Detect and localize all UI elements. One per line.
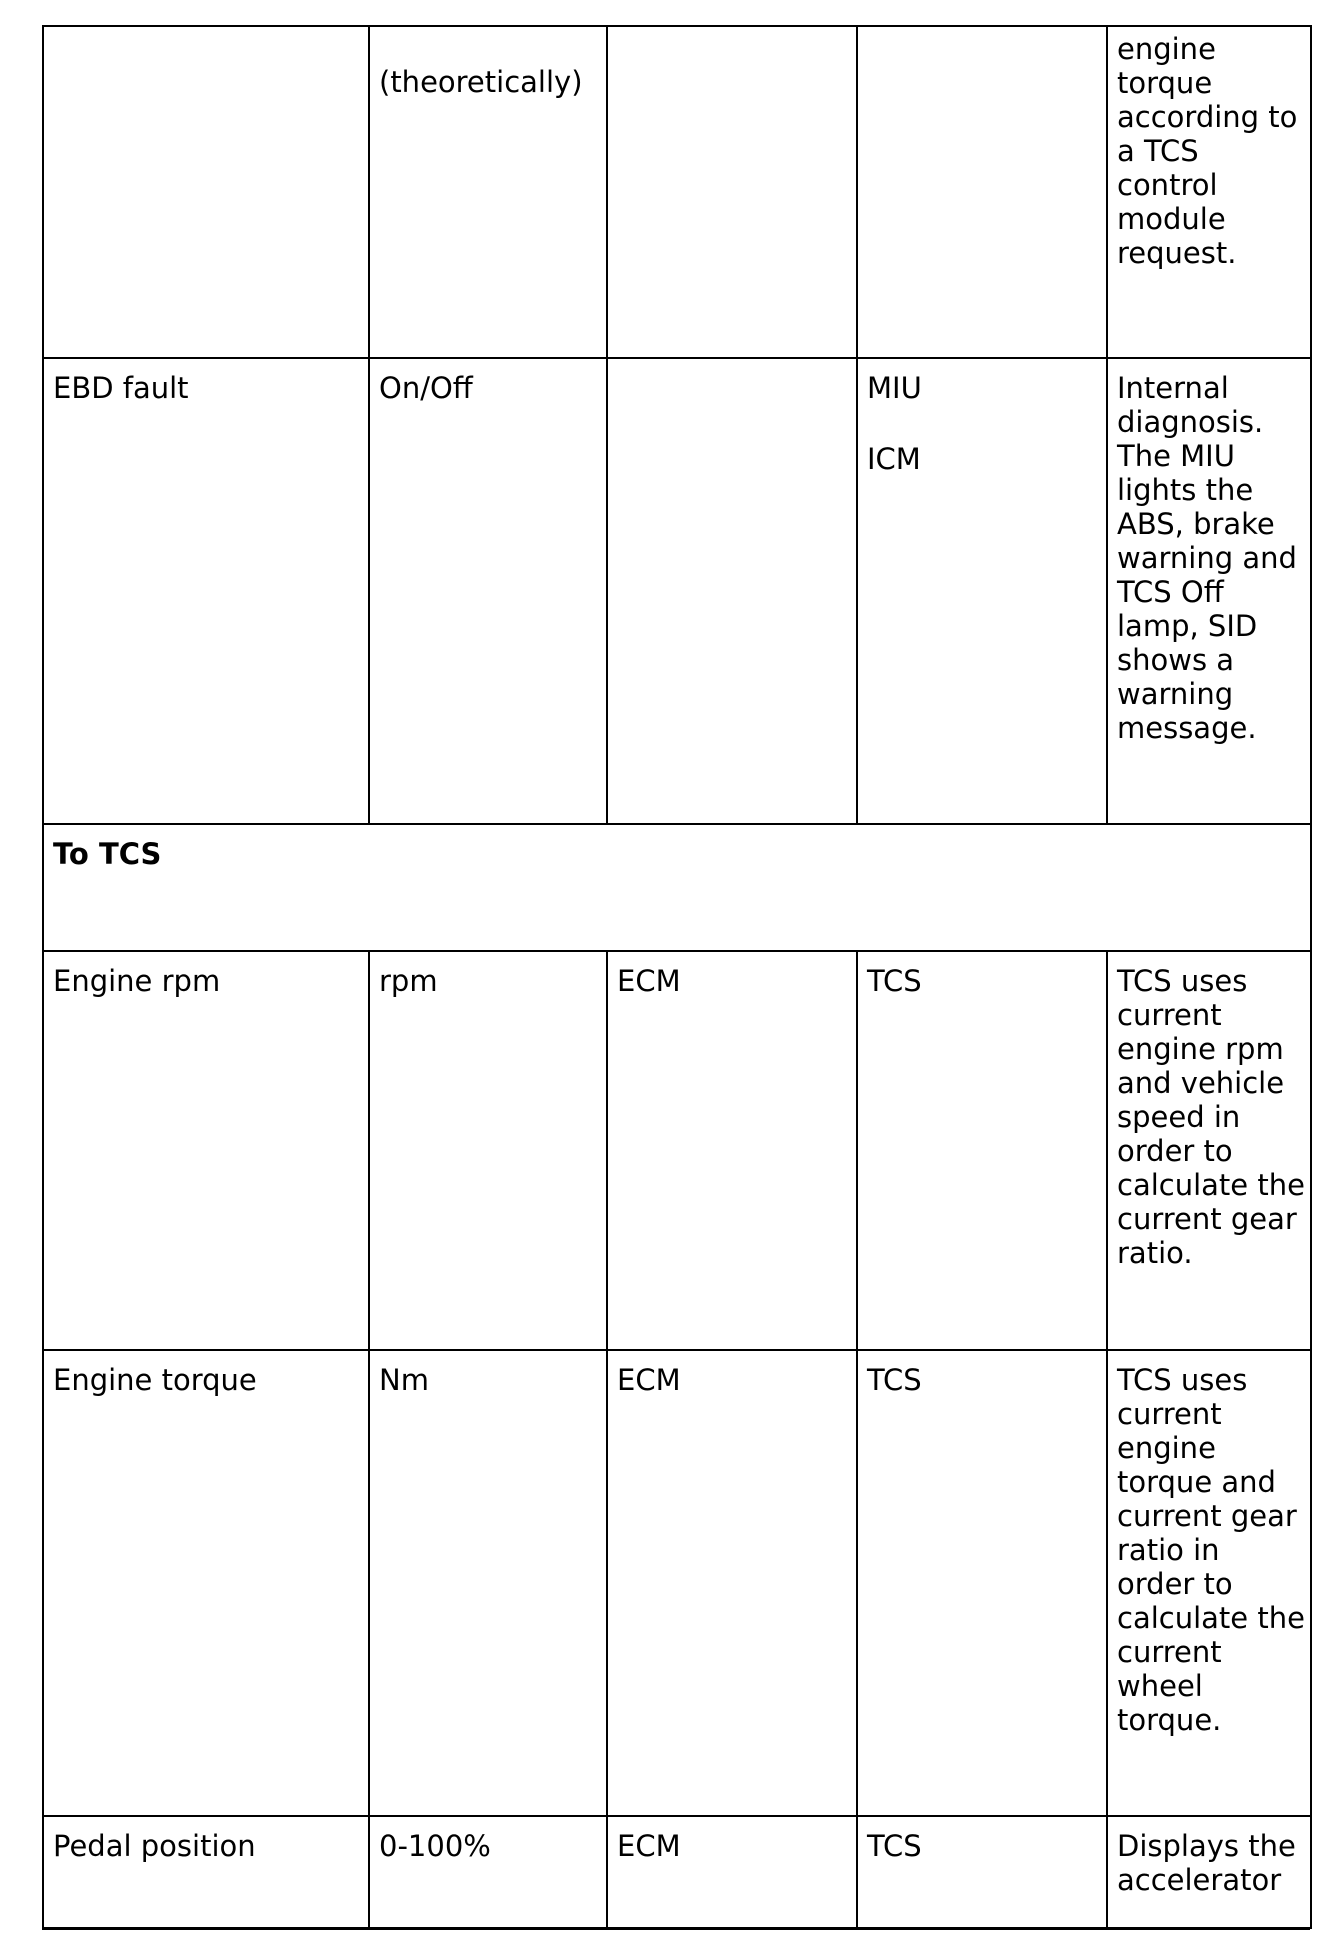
- description-cell: Displays the accelerator: [1107, 1816, 1311, 1928]
- description-cell: TCS uses current engine torque and current gear ratio in order to calculate the current wheel torque.: [1107, 1350, 1311, 1816]
- range-cell: [369, 26, 607, 358]
- table-row: [43, 951, 1311, 1350]
- destination-item: TCS: [867, 1829, 922, 1863]
- range-cell: On/Off: [369, 358, 607, 824]
- source-cell: [607, 358, 857, 824]
- description-cell: engine torque according to a TCS control module request.: [1107, 26, 1311, 358]
- destination-cell: [857, 1350, 1107, 1816]
- signal-table: [42, 25, 1312, 1929]
- table-row: [43, 1350, 1311, 1816]
- section-title: To TCS: [43, 824, 1311, 951]
- signal-cell: [43, 26, 369, 358]
- source-cell: [607, 26, 857, 358]
- destination-item: TCS: [867, 964, 922, 998]
- source-cell: ECM: [607, 1816, 857, 1928]
- description-cell: TCS uses current engine rpm and vehicle speed in order to calculate the current gear ratio.: [1107, 951, 1311, 1350]
- table-row: [43, 1816, 1311, 1928]
- section-header-row: [43, 824, 1311, 951]
- source-cell: ECM: [607, 951, 857, 1350]
- signal-cell: EBD fault: [43, 358, 369, 824]
- range-cell: Nm: [369, 1350, 607, 1816]
- page-bottom-rule: [42, 1928, 1310, 1930]
- destination-cell: [857, 26, 1107, 358]
- destination-item: ICM: [867, 442, 921, 476]
- destination-item: MIU: [867, 371, 922, 405]
- table-row: [43, 26, 1311, 358]
- signal-cell: Engine rpm: [43, 951, 369, 1350]
- destination-cell: [857, 358, 1107, 824]
- signal-cell: Engine torque: [43, 1350, 369, 1816]
- destination-item: TCS: [867, 1363, 922, 1397]
- description-cell: Internal diagnosis. The MIU lights the ABS, brake warning and TCS Off lamp, SID shows a warning message.: [1107, 358, 1311, 824]
- range-cell: 0-100%: [369, 1816, 607, 1928]
- range-cell: rpm: [369, 951, 607, 1350]
- table-row: [43, 358, 1311, 824]
- range-text: (theoretically): [379, 65, 583, 99]
- source-cell: ECM: [607, 1350, 857, 1816]
- signal-cell: Pedal position: [43, 1816, 369, 1928]
- destination-cell: [857, 1816, 1107, 1928]
- destination-cell: [857, 951, 1107, 1350]
